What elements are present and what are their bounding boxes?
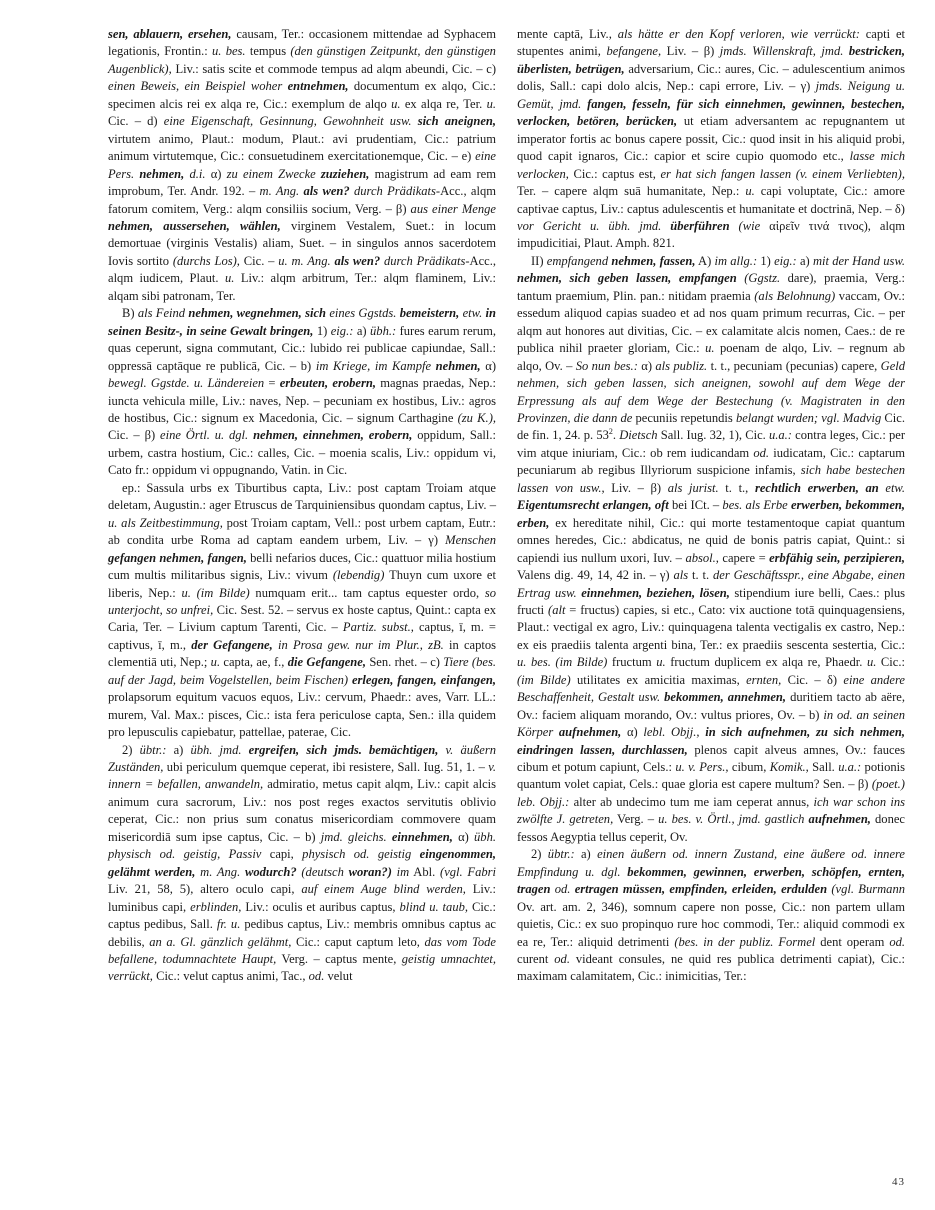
italic-note: d.i. — [189, 166, 206, 181]
text-run: prolapsorum equitum vacuos equos, Liv.: cervum, Phaedr.: aves, Varr. LL.: murem, Val. Max.: pisces, Cic.: ista fera periculose capta, Sen.: illa quidem pro lepusculis capiebatur, pattellae, paterae, Cic. — [108, 690, 496, 740]
italic-note: übh. physisch od. geistig, Passiv — [108, 829, 496, 862]
text-run: pecuniis repetundis — [632, 410, 736, 425]
headword-translation: fangen, fesseln, für sich einnehmen, gewinnen, bestechen, verlocken, betören, berücken, — [517, 96, 905, 129]
text-run: mente captā, Liv., — [517, 27, 618, 41]
text-run: Ov. art. am. 2, 346), somnum capere non posse, Cic.: non partem ullam quietis, Cic.: ex suo propinquo rure hoc commodi, Ter.: aliquid commodi ex ea re, Ter.: aliquid detrimenti — [517, 899, 905, 949]
italic-note: u. — [866, 655, 877, 670]
italic-note: Partiz. subst., — [342, 620, 414, 635]
italic-note: u. bes. v. Örtl., jmd. gastlich — [658, 812, 805, 827]
headword-translation: bestricken, überlisten, betrügen, — [517, 44, 905, 76]
text-run: II) — [531, 253, 547, 268]
headword-translation: entnehmen, — [287, 79, 349, 94]
text-run: Liv.: oculis et auribus captus, — [241, 899, 400, 914]
italic-note: u. v. Pers., — [675, 760, 729, 775]
text-run: Acc., alqm fatorum comitem, Verg.: alqm consiliis socium, Verg. – β) — [108, 184, 496, 216]
italic-note: So nun bes.: — [575, 358, 638, 373]
italic-note: mit der Hand usw. — [812, 253, 906, 268]
italic-note: in Prosa gew. nur im Plur., zB. — [277, 637, 444, 652]
italic-note: eine andere Beschaffenheit, Gestalt usw. — [517, 672, 905, 705]
italic-note: als hätte er den Kopf verloren, wie verrückt: — [617, 27, 860, 41]
page-number: 43 — [892, 1176, 905, 1188]
text-run: ut etiam adversantem ac repugnantem ut imperator fortis ac bonus capere possit, Cic.: quod insit in his aliquid probi, quod capit ignaros, Cic.: capior et scire cupio quomodo etc., — [517, 114, 905, 164]
italic-note: (vgl. Burmann — [831, 882, 905, 897]
text-run — [242, 743, 249, 757]
headword-translation: bekommen, gewinnen, erwerben, schöpfen, ernten, tragen — [517, 864, 905, 897]
text-run: pedibus captus, Liv.: membris omnibus captus ac debilis, — [108, 917, 496, 949]
left-column — [108, 26, 496, 986]
text-run: Abl. — [409, 864, 441, 879]
text-run: Acc., alqm iudicem, Plaut. — [108, 253, 497, 286]
italic-note: empfangend — [546, 253, 609, 268]
text-run: capere = — [718, 550, 770, 565]
italic-note: u.a.: — [768, 428, 792, 443]
text-run: Thuyn cum uxore et liberis, Nep.: — [108, 568, 496, 600]
text-run: dent operam — [815, 934, 890, 949]
headword-translation: oft — [654, 498, 669, 513]
text-run: = — [264, 376, 280, 391]
headword-translation: als wen? — [303, 184, 350, 199]
text-run: αἱρεῖν τινά τινος), alqm impudicitiai, Plaut. Amph. 821. — [517, 218, 905, 251]
text-run — [438, 743, 445, 757]
text-run: ex alqa re, Ter. — [400, 96, 487, 111]
italic-note: aus einer Menge — [410, 201, 496, 216]
text-run: videant consules, ne quid res publica detrimenti capiat), Cic.: maximam calamitatem, Cic.: inimicitias, Ter.: — [517, 952, 905, 984]
text-run: Cic.: captus pedibus, Sall. — [108, 899, 496, 932]
italic-note: (bes. in der publiz. Formel — [674, 934, 816, 949]
text-run: Cic. – — [239, 253, 279, 268]
italic-note: als publiz. — [655, 358, 708, 373]
italic-note: übh.: — [370, 323, 397, 338]
italic-note: u. — [391, 96, 401, 111]
text-run: fures earum rerum, quas ceperunt, signa commutant, Cic.: lubido rei publicae capiundae, Sall.: oppressā captāque re publicā, Cic. – b) — [108, 323, 496, 373]
text-run: Liv.: alqm arbitrum, Ter.: alqm flaminem, Liv.: alqam sibi patronam, Ter. — [108, 271, 497, 303]
text-run: causam, Ter.: occasionem mittendae ad Syphacem legationis, Frontin.: — [108, 27, 496, 59]
headword-translation: wodurch? — [245, 864, 297, 879]
italic-note: od. — [308, 969, 325, 984]
headword-translation: in sich aufnehmen, zu sich nehmen, eindringen lassen, durchlassen, — [517, 725, 905, 757]
text-run: Liv. 21, 58, 5), altero oculo capi, — [108, 882, 302, 897]
italic-note: (durchs Los), — [172, 253, 240, 268]
italic-note: befangene, — [606, 44, 662, 59]
italic-note: m. Ang. — [200, 864, 241, 879]
text-run: Cic. – δ) — [781, 672, 844, 687]
headword-translation: gefangen nehmen, fangen, — [108, 550, 247, 565]
italic-note: jmd. gleichs. — [320, 829, 387, 844]
italic-note: Geld nehmen, sich geben lassen, sich aneignen, sowohl auf dem Wege der Erpressung als auf dem Wege der Bestechung (v. Magistraten in den Provinzen, die dann de — [517, 358, 906, 425]
headword-translation: erwerben, bekommen, erben, — [517, 498, 905, 530]
text-run: Valens dig. 49, 14, 42 in. – γ) — [517, 568, 674, 583]
text-run: t. t., pecuniam (pecunias) capere, — [707, 358, 881, 373]
text-run: in captos clementiā uti, Nep.; — [108, 637, 497, 670]
text-run: Cic. de fin. 1, 24. p. 53 — [517, 410, 905, 443]
italic-note: jmds. Neigung u. Gemüt, jmd. — [517, 79, 906, 111]
text-run: Verg. – — [613, 812, 659, 827]
headword-translation: überführen — [670, 218, 730, 233]
text-run: a) — [166, 742, 191, 757]
text-run: Liv.: luminibus capi, — [108, 882, 496, 914]
headword-translation: die Gefangene, — [287, 655, 366, 670]
italic-note: als jurist. — [667, 480, 719, 495]
headword-translation: als wen? — [334, 253, 381, 268]
text-run: captus, ī, m. = captivus, ī, m., — [108, 620, 496, 652]
entry-paragraph — [108, 305, 496, 480]
italic-note: od. — [554, 882, 571, 897]
headword-translation: rechtlich erwerben, an — [754, 480, 879, 495]
italic-note: im — [396, 864, 410, 879]
italic-note: eine Eigenschaft, Gesinnung, Gewohnheit usw. — [163, 114, 412, 129]
text-run: 1) — [313, 323, 331, 338]
text-run: α) — [480, 358, 496, 373]
text-run: contra leges, Cic.: per vim atque iniuriam, Cic.: ob rem iudicandam — [517, 428, 906, 460]
headword-translation: erbeuten, erobern, — [279, 376, 376, 391]
headword-translation: nehmen, wegnehmen, sich — [188, 306, 327, 321]
italic-note: physisch od. geistig — [302, 847, 412, 862]
text-run: belli nefarios duces, Cic.: quattuor milia hostium cum multis militaribus signis, Liv.: vivum — [108, 550, 496, 583]
text-run: tempus — [245, 44, 291, 59]
italic-note: bes. als Erbe — [722, 498, 788, 513]
text-run: = fructus) capies, si etc., Cato: vix auctione totā quinquagensiens, Plaut.: vectigal ex agro, Liv.: quinquagena talenta vectigalis ex castro, Nep.: ex eis praediis talenta argenti bina, Ter.: ex praediis sescenta sestertia, Cic.: — [517, 602, 905, 652]
italic-note: Tiere (bes. auf der Jagd, beim Vogelstellen, beim Fischen) — [108, 655, 496, 687]
headword-translation: ertragen müssen, empfinden, erleiden, erdulden — [574, 882, 828, 897]
italic-note: v. äußern Zuständen, — [108, 742, 496, 775]
italic-note: er hat sich fangen lassen (v. einem Verliebten), — [660, 166, 905, 181]
headword-translation: bemeistern, — [399, 306, 460, 321]
entry-paragraph — [517, 253, 905, 846]
italic-note: (wie — [738, 218, 761, 233]
text-run: Liv. – β) — [604, 480, 668, 495]
italic-note: (den günstigen Zeitpunkt, den günstigen Augenblick), — [108, 44, 496, 76]
text-run: admiratio, metus capit alqm, Liv.: capit alcis animum cura sacrorum, Liv.: nos post reges exactos servitutis oblivio ceperat, Cic.: non prius sum conatus misericordiam commovere quam misericordiā sum ipse captus, Cic. – b) — [108, 777, 497, 844]
italic-note: (vgl. Fabri — [440, 864, 496, 879]
italic-note: übtr.: — [139, 742, 167, 757]
text-run: dare), praemia, Verg.: tantum praemium, Plin. pan.: nitidam praemia — [517, 271, 906, 303]
text-run: α) — [452, 829, 475, 844]
italic-note: u. — [224, 271, 235, 286]
headword-translation: eingenommen, gelähmt werden, — [108, 847, 497, 879]
italic-note: od. — [554, 952, 570, 967]
text-run: adversarium, Cic.: aures, Cic. – adulescentium animos dolis, Sall.: capi dolo alcis, Nep.: capi errore, Liv. – γ) — [517, 61, 906, 94]
text-run: capti et stupentes animi, — [517, 27, 906, 59]
text-run: potionis quantum volet capiat, Cels.: quae gloria est capere multum? Sen. – β) — [517, 760, 905, 792]
entry-paragraph — [517, 846, 905, 986]
italic-note: lebl. Objj., — [643, 725, 700, 740]
italic-note: übh. jmd. — [190, 742, 242, 757]
entry-paragraph — [517, 26, 905, 253]
entry-paragraph — [108, 480, 496, 742]
text-run: virtutem animo, Plaut.: modum, Plaut.: avi prudentiam, Cic.: patrium animum virtutemque, Cic.: consuetudinem exercitationemque, Cic. – e) — [108, 131, 496, 164]
text-run: a) — [353, 323, 371, 338]
text-run: fructum — [607, 655, 657, 670]
text-run: plenos capit alveus amnes, Ov.: fauces cibum et potum capiunt, Cels.: — [517, 742, 905, 775]
italic-note: eines Ggstds. — [329, 306, 397, 321]
text-run: Cic.: caput captum leto, — [291, 934, 425, 949]
italic-note: Menschen — [445, 533, 496, 548]
text-run: Cic.: captus est, — [568, 166, 661, 181]
text-run: fructum duplicem ex alqa re, Phaedr. — [665, 655, 867, 670]
text-run: Ter. – capere alqm suā humanitate, Nep.: — [517, 184, 746, 199]
text-run: cibum, — [728, 760, 770, 775]
text-run: virginem Vestalem, Suet.: in locum demortuae (virginis Vestalis) aliam, Suet. – in singulos annos sacerdotem Iovis sortito — [108, 218, 496, 268]
text-run: capta, ae, f., — [220, 655, 288, 670]
italic-note: ich war schon ins zwölfte J. getreten, — [517, 794, 905, 827]
italic-note: erblinden, — [190, 899, 242, 914]
italic-note: u. — [705, 341, 715, 356]
italic-note: belangt wurden; vgl. Madvig — [735, 410, 882, 425]
entry-paragraph — [108, 26, 496, 305]
italic-note: u. (im Bilde) — [181, 585, 250, 600]
text-run: Cic. – β) — [108, 428, 161, 443]
italic-note: (Ggstz. — [744, 271, 781, 286]
italic-note: durch Prädikats- — [354, 184, 441, 199]
right-column — [517, 26, 905, 986]
text-run: Verg. – captus mente, — [276, 952, 402, 967]
italic-note: od. — [753, 445, 770, 460]
italic-note: durch Prädikats- — [383, 253, 470, 268]
italic-note: bewegl. Ggstde. u. Ländereien — [108, 376, 265, 391]
headword-translation: bekommen, annehmen, — [664, 690, 787, 705]
italic-note: im Kriege, im Kampfe — [315, 358, 432, 373]
text-run: oppidum, Sall.: urbem, castra hostium, Cic.: calles, Cic. – moenia scalis, Liv.: oppidum vi, Cato fr.: oppidum vi oppugnando, Vatin. in Cic. — [108, 428, 496, 478]
italic-note: einen äußern od. innern Zustand, eine äußere od. innere Empfindung u. dgl. — [517, 847, 906, 879]
text-run — [411, 847, 419, 861]
italic-note: einen Beweis, ein Beispiel woher — [108, 79, 283, 94]
italic-note: u. — [745, 184, 755, 199]
text-run: numquam erit... tam captus equester ordo, — [249, 585, 485, 600]
text-run: capi, — [261, 847, 303, 862]
text-run: duritiem tacto ab aëre, Ov.: faciem aliquam morando, Ov.: vultus priores, Ov. – b) — [517, 690, 906, 722]
italic-note: als — [673, 568, 689, 583]
italic-note: eig.: — [774, 253, 797, 268]
text-run: iudicatam, Cic.: captarum pecuniarum ab regibus Illyriorum suspicione infamis, — [517, 445, 905, 478]
italic-note: Komik., — [769, 760, 809, 775]
italic-note: (als Belohnung) — [754, 288, 836, 303]
italic-note: im allg.: — [714, 253, 758, 268]
entry-paragraph — [108, 742, 496, 986]
text-run: magistrum ad eam rem improbum, Ter. Andr. 192. – — [108, 166, 497, 199]
headword-translation: der Gefangene, — [191, 637, 273, 652]
text-run: α) — [621, 725, 644, 740]
text-run: Sall. — [808, 760, 839, 775]
italic-note: (im Bilde) — [517, 672, 571, 687]
dictionary-page — [108, 26, 905, 1186]
text-run: bei ICt. – — [668, 498, 723, 513]
text-run: 2) — [122, 742, 140, 757]
italic-note: fr. u. — [216, 917, 241, 932]
text-run: Liv. – β) — [661, 44, 720, 59]
text-run: poenam de alqo, Liv. – regnum ab alqo, Ov. – — [517, 341, 905, 373]
text-run: 2 — [608, 427, 613, 437]
italic-note: u. — [486, 96, 496, 111]
headword-translation: einnehmen, — [391, 829, 453, 844]
text-run: ubi periculum quemque ceperat, ibi resistere, Sall. Iug. 51, 1. – — [163, 760, 489, 775]
italic-note: der Geschäftsspr., eine Abgabe, einen Ertrag usw. — [517, 568, 905, 600]
text-run: magnas praedas, Nep.: iuncta vehicula mille, Liv.: naves, Nep. – pecuniam ex hostibus, Liv.: agros de hostibus, Cic.: signum ex Macedonia, Cic. – signum Carthagine — [108, 376, 496, 425]
text-run: capi voluptate, Cic.: amore captivae captus, Liv.: captus adulescentis et humanitate et doctrinā, Nep. – δ) — [517, 184, 905, 216]
text-run: t. t. — [688, 568, 714, 583]
italic-note: u. — [656, 655, 666, 670]
text-run: stipendium iure belli, Caes.: plus fructi — [517, 585, 905, 617]
headword-translation: woran?) — [348, 864, 392, 879]
headword-translation: in seinen Besitz-, in seine Gewalt bringen, — [108, 306, 496, 338]
text-run: B) — [122, 306, 138, 321]
text-run: curent — [517, 952, 555, 967]
text-run: vaccam, Ov.: essedum aliquod capias suadeo et ad nos quam primum recurras, Cic. – per alqm aut honores aut divitias, Cic. – ex calamitate alcis nomen, Caes.: de re publica nihil praeter gloriam, Cic.: — [517, 288, 905, 356]
headword-translation: nehmen, sich geben lassen, empfangen — [517, 271, 737, 286]
italic-note: übtr.: — [547, 847, 575, 862]
italic-note: (zu K.), — [457, 410, 497, 425]
italic-note: u. — [210, 655, 221, 670]
headword-translation: nehmen, fassen, — [611, 253, 696, 268]
text-run: Cic. Sest. 52. – servus ex hoste captus, Quint.: capta ex Caria, Ter. – Livium captum Tarenti, Cic. – — [108, 602, 496, 635]
text-run — [730, 219, 739, 233]
italic-note: u. bes. — [212, 44, 246, 59]
text-run: a) — [796, 253, 813, 268]
headword-translation: nehmen, aussersehen, wählen, — [108, 218, 281, 233]
italic-note: (lebendig) — [332, 568, 385, 583]
italic-note: absol., — [685, 550, 719, 565]
italic-note: geistig umnachtet, verrückt, — [108, 952, 497, 984]
text-run: α) — [205, 166, 227, 181]
headword-translation: aufnehmen, — [558, 725, 622, 740]
text-run: donec fessos Aegyptia tellus ceperit, Ov. — [517, 812, 905, 844]
italic-note: u. als Zeitbestimmung, — [108, 515, 223, 530]
italic-note: zu einem Zwecke — [226, 166, 316, 181]
text-run: Cic.: velut captus animi, Tac., — [152, 969, 309, 984]
text-run: 2) — [531, 847, 548, 862]
headword-translation: nehmen, — [435, 358, 481, 373]
headword-translation: einnehmen, beziehen, lösen, — [581, 585, 730, 600]
text-run: t. t., — [718, 480, 755, 495]
text-run: velut — [324, 969, 353, 984]
headword-translation: ergreifen, sich jmds. bemächtigen, — [248, 742, 439, 757]
italic-note: als Feind — [137, 306, 186, 321]
italic-note: od. — [889, 934, 905, 949]
text-run: post Troiam captam, Vell.: post urbem captam, Eutr.: ab condita urbe Roma ad captam eandem urbem, Liv. – γ) — [108, 515, 496, 548]
italic-note: ernten, — [746, 672, 782, 687]
text-run: ex hereditate nihil, Cic.: qui morte testamentoque capiat quantum omnes heredes, Cic.: abdicatus, ne quid de bonis patris capiat, Quint.: si capiendi ius nullum uxori, Iuv. – — [517, 515, 905, 565]
headword-translation: sich aneignen, — [417, 114, 497, 129]
italic-note: etw. — [462, 306, 483, 321]
headword-translation: zuziehen, — [320, 166, 370, 181]
text-run: 1) — [757, 253, 775, 268]
italic-note: eine Örtl. u. dgl. — [160, 428, 249, 443]
headword-translation: Eigentumsrecht erlangen, — [517, 498, 652, 513]
italic-note: (deutsch — [301, 864, 344, 879]
italic-note: u. m. Ang. — [278, 253, 331, 268]
headword-translation: erbfähig sein, perzipieren, — [769, 550, 905, 565]
text-run: . — [612, 428, 620, 443]
italic-note: eine Pers. — [108, 149, 496, 181]
italic-note: eig.: — [330, 323, 354, 338]
text-run — [661, 219, 670, 233]
italic-note: u. bes. (im Bilde) — [517, 655, 608, 670]
italic-note: Dietsch — [619, 428, 658, 443]
italic-note: jmds. Willenskraft, jmd. — [719, 44, 844, 59]
text-run: alter ab undecimo tum me iam ceperat annus, — [569, 794, 814, 809]
text-run: utilitates ex amicitia maximas, — [570, 672, 747, 687]
text-run: Sen. rhet. – c) — [366, 655, 444, 670]
headword-translation: aufnehmen, — [808, 812, 871, 827]
italic-note: vor Gericht u. übh. jmd. — [517, 218, 662, 233]
italic-note: so unterjocht, so unfrei, — [108, 585, 496, 617]
headword-translation: nehmen, einnehmen, erobern, — [253, 428, 413, 443]
text-run: documentum ex alqo, Cic.: specimen alcis rei ex alqa re, Cic.: exemplum de alqo — [108, 79, 496, 111]
italic-note: m. Ang. — [259, 184, 300, 199]
italic-note: u.a.: — [838, 760, 862, 775]
headword-translation: nehmen, — [139, 166, 185, 181]
italic-note: (poet.) leb. Objj.: — [517, 777, 905, 809]
italic-note: an a. Gl. gänzlich gelähmt, — [149, 934, 292, 949]
text-run: α) — [637, 358, 656, 373]
italic-note: blind u. taub, — [399, 899, 468, 914]
text-run: a) — [574, 847, 598, 862]
headword-translation: sen, ablauern, ersehen, — [108, 27, 232, 41]
italic-note: sich habe bestechen lassen von usw., — [517, 463, 905, 495]
text-run: ep.: Sassula urbs ex Tiburtibus capta, Liv.: post captam Troiam atque deletam, Augustin.: ager Etruscus de Tarquiniensibus quondam captus, Liv. – — [108, 480, 496, 513]
italic-note: etw. — [885, 480, 906, 495]
italic-note: lasse mich verlocken, — [517, 149, 905, 181]
italic-note: in od. an seinen Körper — [517, 707, 905, 740]
italic-note: v. innern = befallen, anwandeln, — [108, 760, 496, 792]
text-run: Sall. Iug. 32, 1), Cic. — [657, 428, 769, 443]
text-run: Cic. – d) — [108, 114, 164, 129]
text-run: Liv.: satis scite et commode tempus ad alqm abeundi, Cic. – c) — [171, 61, 496, 76]
headword-translation: erlegen, fangen, einfangen, — [351, 672, 496, 687]
italic-note: das vom Tode befallene, todumnachtete Haupt, — [108, 934, 496, 967]
text-run: A) — [695, 253, 715, 268]
italic-note: (alt — [548, 602, 566, 617]
text-run: Cic.: — [876, 655, 905, 670]
italic-note: auf einem Auge blind werden, — [301, 882, 466, 897]
